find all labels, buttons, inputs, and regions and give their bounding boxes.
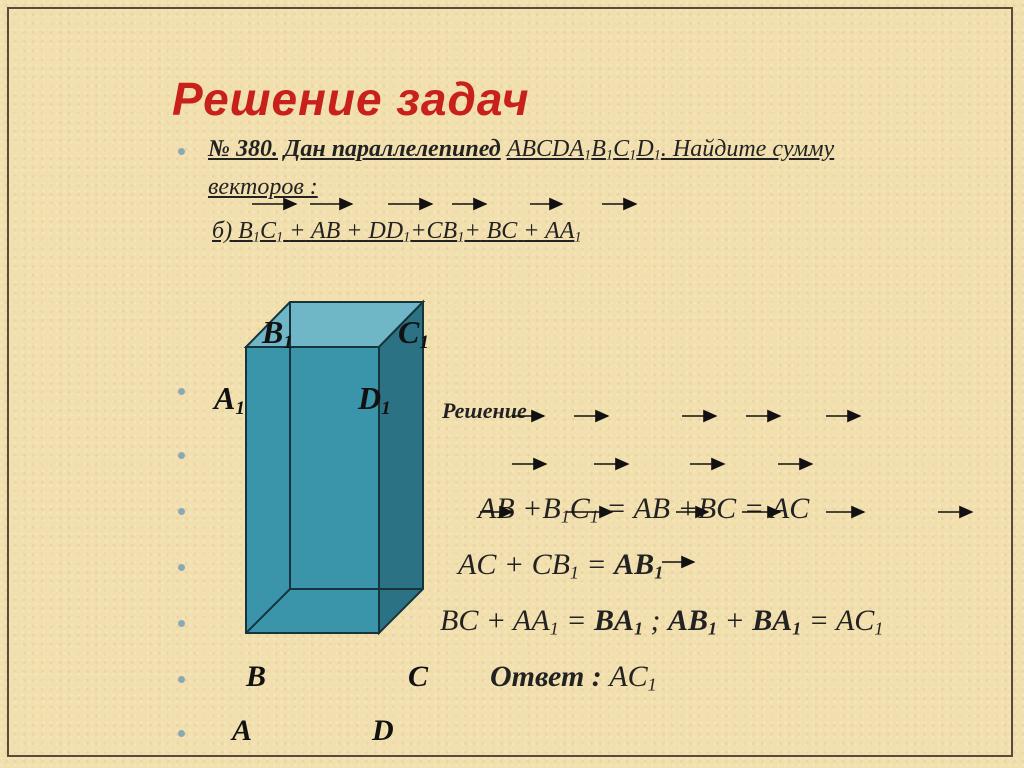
vertex-label-a1: $A_1$ (214, 380, 245, 419)
figure-name: $ABCDA_1B_1C_1D_1$ (506, 136, 661, 164)
answer-line: Ответ : $AC_1$ (490, 660, 657, 695)
slide-title: Решение задач (172, 73, 530, 125)
vertex-label-d: D (372, 714, 394, 747)
problem-number: № 380. (208, 136, 278, 162)
problem-statement: Дан параллелепипед (283, 136, 501, 162)
answer-value: AC (609, 660, 648, 693)
solution-line-3: BC + $AA_1 = BA_1$ ; $AB_1 + BA_1 = AC_1$ (440, 604, 884, 639)
vertex-label-b: B (246, 660, 267, 693)
answer-label: Ответ : (490, 660, 602, 693)
vertex-label-d1: $D_1$ (358, 380, 391, 419)
vertex-label-c1: $C_1$ (398, 314, 429, 353)
vertex-label-c: C (408, 660, 429, 693)
problem-expression: б) $B_1C_1$ + AB + $DD_1+CB_1+$ BC + $AA_1$ (212, 218, 582, 246)
solution-line-2: AC + $CB_1 = AB_1$ (458, 548, 664, 583)
problem-tail: . Найдите сумму (660, 136, 835, 162)
solution-heading: Решение (442, 398, 527, 423)
vertex-label-a: A (232, 714, 253, 747)
vertex-label-b1: $B_1$ (262, 314, 293, 353)
problem-line-2: векторов : (208, 174, 318, 200)
solution-line-1: AB $+B_1C_1$ = AB +BC = AC (478, 492, 810, 527)
